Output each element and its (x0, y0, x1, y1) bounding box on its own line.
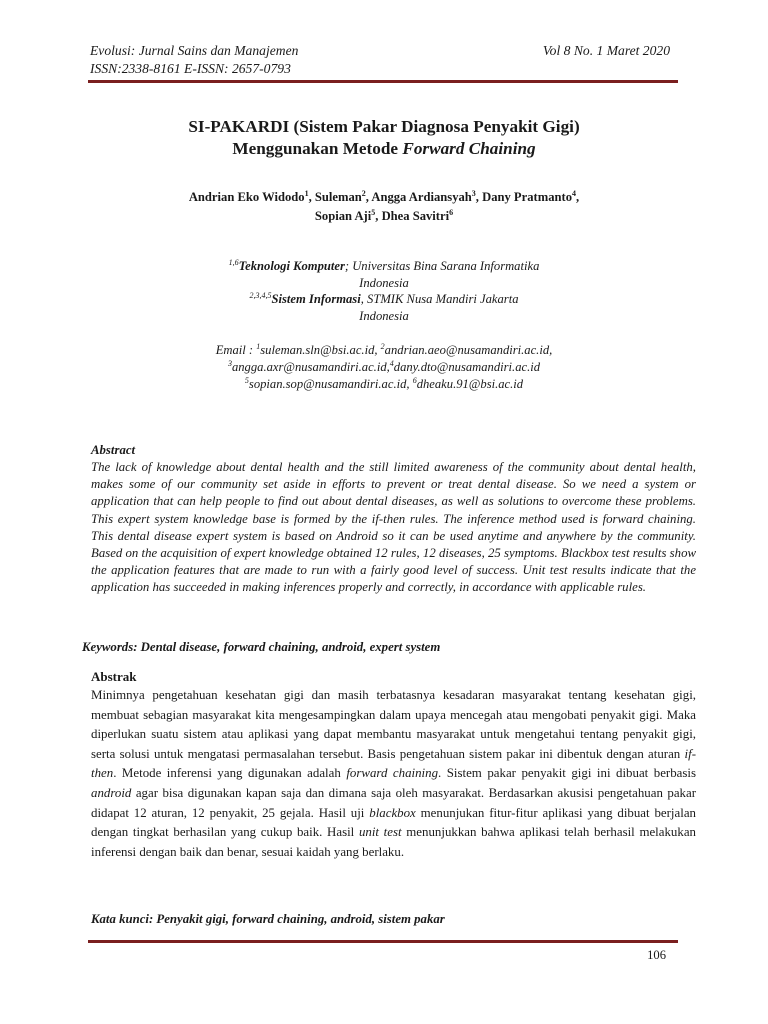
header-rule (88, 80, 678, 83)
title-line-2-text: Menggunakan Metode (232, 139, 403, 158)
issn-info: ISSN:2338-8161 E-ISSN: 2657-0793 (90, 61, 291, 76)
abstract-indonesian (91, 668, 696, 862)
affil-1-sup: 1,6 (228, 257, 239, 267)
abstract-english (91, 442, 696, 597)
affil-1-dept: Teknologi Komputer (238, 259, 345, 273)
author-4-sup: 4 (572, 188, 576, 198)
affil-2-inst: , STMIK Nusa Mandiri Jakarta (360, 292, 519, 306)
page-number: 106 (647, 948, 666, 962)
abstrak-text (91, 686, 696, 862)
abstrak-italic-3: android (91, 785, 132, 800)
footer-rule (88, 940, 678, 943)
email-3[interactable]: angga.axr@nusamandiri.ac.id, (231, 360, 390, 374)
abstract-heading: Abstract (91, 443, 136, 457)
affil-2-sup: 2,3,4,5 (249, 290, 272, 300)
keywords-indonesian: Kata kunci: Penyakit gigi, forward chaining, android, sistem pakar (91, 912, 445, 926)
abstrak-part-5: menunjukan fitur-fitur aplikasi yang dibuat berjalan dengan tingkat berhasilan yang cukup baik. Hasil (91, 805, 696, 840)
affil-2-country: Indonesia (359, 308, 409, 323)
affiliations (90, 258, 678, 324)
email-list (90, 342, 678, 393)
affil-1-country: Indonesia (359, 275, 409, 290)
author-2-sup: 2 (361, 188, 366, 198)
abstract-text: The lack of knowledge about dental health and the still limited awareness of the community about dental health, makes some of our community set aside in efforts to prevent or treat dental disease. So we need a system or application that can help people to find out about dental diseases, as well as solutions to overcome these problems. This expert system knowledge base is formed by the if-then rules. The inference method used is forward chaining. This dental disease expert system is based on Android so it can be used anytime and anywhere by the community. Based on the acquisition of expert knowledge obtained 12 rules, 12 diseases, 25 symptoms. Blackbox test results show the application features that are made to run with a fairly good level of success. Unit test results indicate that the application has succeeded in making inferences properly and correctly, in accordance with applicable rules. (91, 460, 696, 595)
abstrak-heading: Abstrak (91, 669, 137, 684)
author-3: Angga Ardiansyah (371, 190, 472, 204)
abstrak-part-6: menunjukkan bahwa aplikasi telah berhasil melakukan inferensi dengan baik dan benar, sesuai kaidah yang berlaku. (91, 825, 696, 859)
running-header (90, 42, 670, 78)
paper-title (90, 116, 678, 160)
author-2: Suleman (314, 190, 362, 204)
email-1[interactable]: suleman.sln@bsi.ac.id, (260, 343, 378, 357)
email-6-sup: 6 (412, 375, 417, 385)
title-line-2-italic: Forward Chaining (402, 139, 536, 158)
email-5[interactable]: sopian.sop@nusamandiri.ac.id, (248, 377, 410, 391)
author-6: Dhea Savitri (381, 209, 450, 223)
affil-2-dept: Sistem Informasi (271, 292, 361, 306)
author-4: Dany Pratmanto (482, 190, 572, 204)
email-3-sup: 3 (227, 358, 232, 368)
email-2[interactable]: andrian.aeo@nusamandiri.ac.id, (384, 343, 553, 357)
title-line-1: SI-PAKARDI (Sistem Pakar Diagnosa Penyakit Gigi) (188, 117, 580, 136)
email-4-sup: 4 (389, 358, 394, 368)
author-5-sup: 5 (371, 207, 376, 217)
email-6[interactable]: dheaku.91@bsi.ac.id (416, 377, 524, 391)
abstrak-part-1: Minimnya pengetahuan kesehatan gigi dan masih terbatasnya kesadaran masyarakat tentang kesehatan gigi, membuat sebagian masyarakat kita mengesampingkan dalam upaya mencegah atau mengobati penyakit gigi. Maka diperlukan suatu sistem atau aplikasi yang dapat membantu masyarakat untuk mengetahui tentang penyakit gigi, serta solusi untuk mengatasi permasalahan tersebut. Basis pengetahuan sistem pakar ini dibentuk dengan aturan (91, 688, 696, 761)
abstrak-part-3: . Sistem pakar penyakit gigi ini dibuat berbasis (438, 766, 696, 781)
journal-name: Evolusi: Jurnal Sains dan Manajemen (90, 43, 299, 58)
author-5: Sopian Aji (314, 209, 372, 223)
abstrak-part-4: agar bisa digunakan kapan saja dan dimana saja oleh masyarakat. Berdasarkan akusisi pengetahuan pakar didapat 12 aturan, 12 penyakit, 25 gejala. Hasil uji (91, 785, 696, 820)
email-5-sup: 5 (244, 375, 249, 385)
author-1: Andrian Eko Widodo (188, 190, 305, 204)
email-1-sup: 1 (256, 341, 261, 351)
author-6-sup: 6 (449, 207, 454, 217)
author-3-sup: 3 (471, 188, 476, 198)
title-line-2 (90, 138, 678, 160)
email-4[interactable]: dany.dto@nusamandiri.ac.id (393, 360, 541, 374)
email-2-sup: 2 (380, 341, 385, 351)
author-1-sup: 1 (304, 188, 309, 198)
keywords-english: Keywords: Dental disease, forward chaining, android, expert system (82, 640, 441, 654)
volume-info: Vol 8 No. 1 Maret 2020 (542, 43, 670, 58)
affil-1-inst: ; Universitas Bina Sarana Informatika (344, 259, 540, 273)
author-list: Andrian Eko Widodo$^1$, Suleman$^2$, Angga Ardiansyah$^3$, Dany Pratmanto$^4$, Sopian Aji$^5$, Dhea Savitri$^6$ (188, 188, 580, 223)
abstrak-part-2: . Metode inferensi yang digunakan adalah (113, 766, 347, 781)
abstrak-italic-4: blackbox (369, 805, 416, 820)
abstrak-italic-5: unit test (358, 825, 402, 840)
abstrak-italic-1: if-then (91, 746, 696, 781)
email-prefix: Email : (215, 343, 257, 357)
abstrak-italic-2: forward chaining (346, 766, 439, 781)
